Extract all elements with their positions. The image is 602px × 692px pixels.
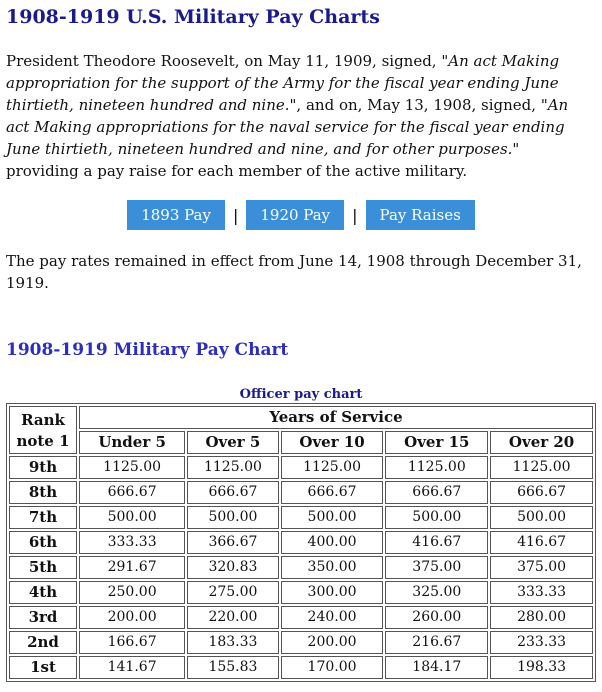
pay-cell: 416.67 xyxy=(385,531,488,554)
rank-cell: 4th xyxy=(9,581,77,604)
rank-cell: 5th xyxy=(9,556,77,579)
pay-cell: 366.67 xyxy=(187,531,278,554)
table-row xyxy=(9,556,593,579)
pay-cell: 260.00 xyxy=(385,606,488,629)
rank-header xyxy=(9,406,77,454)
pay-cell: 275.00 xyxy=(187,581,278,604)
pay-cell: 400.00 xyxy=(281,531,384,554)
pay-cell: 1125.00 xyxy=(79,456,185,479)
col-header-over-10: Over 10 xyxy=(281,431,384,454)
pay-cell: 416.67 xyxy=(490,531,593,554)
pay-cell: 240.00 xyxy=(281,606,384,629)
table-row xyxy=(9,481,593,504)
pay-cell: 350.00 xyxy=(281,556,384,579)
col-header-over-15: Over 15 xyxy=(385,431,488,454)
pay-cell: 170.00 xyxy=(281,656,384,679)
pay-cell: 200.00 xyxy=(79,606,185,629)
rank-note: note 1 xyxy=(16,431,70,450)
button-separator: | xyxy=(232,205,239,225)
pay-cell: 166.67 xyxy=(79,631,185,654)
intro-act-title: An act Making appropriation for the support of the Army for the fiscal year ending June thirtieth, nineteen hundred and nine. xyxy=(6,52,560,114)
officer-pay-table xyxy=(6,403,596,682)
pay-cell: 183.33 xyxy=(187,631,278,654)
pay-cell: 198.33 xyxy=(490,656,593,679)
rank-cell: 8th xyxy=(9,481,77,504)
pay-cell: 666.67 xyxy=(187,481,278,504)
pay-cell: 666.67 xyxy=(281,481,384,504)
table-row xyxy=(9,581,593,604)
pay-cell: 220.00 xyxy=(187,606,278,629)
rank-cell: 1st xyxy=(9,656,77,679)
button-separator: | xyxy=(352,205,358,225)
table-row xyxy=(9,456,593,479)
pay-cell: 500.00 xyxy=(79,506,185,529)
pay-cell: 184.17 xyxy=(385,656,488,679)
pay-cell: 300.00 xyxy=(281,581,384,604)
pay-raises-button[interactable]: Pay Raises xyxy=(366,200,475,230)
pay-cell: 280.00 xyxy=(490,606,593,629)
rank-cell: 6th xyxy=(9,531,77,554)
intro-text: President Theodore Roosevelt, on May 11, 1909, signed, " xyxy=(6,52,449,70)
pay-cell: 666.67 xyxy=(490,481,593,504)
pay-cell: 233.33 xyxy=(490,631,593,654)
table-row xyxy=(9,631,593,654)
intro-paragraph xyxy=(6,50,596,182)
pay-1893-button[interactable]: 1893 Pay xyxy=(127,200,225,230)
rank-cell: 7th xyxy=(9,506,77,529)
intro-text: " providing a pay raise for each member of the active military. xyxy=(6,140,520,180)
rank-cell: 2nd xyxy=(9,631,77,654)
rank-cell: 9th xyxy=(9,456,77,479)
section-title: 1908-1919 Military Pay Chart xyxy=(6,340,289,360)
col-header-over-5: Over 5 xyxy=(187,431,278,454)
page-title: 1908-1919 U.S. Military Pay Charts xyxy=(6,6,380,28)
pay-cell: 200.00 xyxy=(281,631,384,654)
intro-text: ", and on, May 13, 1908, signed, " xyxy=(289,96,548,114)
table-row xyxy=(9,506,593,529)
pay-cell: 141.67 xyxy=(79,656,185,679)
pay-cell: 1125.00 xyxy=(385,456,488,479)
pay-cell: 375.00 xyxy=(385,556,488,579)
table-row xyxy=(9,606,593,629)
table-caption: Officer pay chart xyxy=(239,387,363,402)
pay-cell: 500.00 xyxy=(187,506,278,529)
pay-cell: 500.00 xyxy=(281,506,384,529)
pay-cell: 375.00 xyxy=(490,556,593,579)
pay-1920-button[interactable]: 1920 Pay xyxy=(246,200,344,230)
pay-cell: 666.67 xyxy=(79,481,185,504)
pay-cell: 666.67 xyxy=(385,481,488,504)
rank-header-label: Rank xyxy=(21,410,65,429)
col-header-under-5: Under 5 xyxy=(79,431,185,454)
pay-cell: 155.83 xyxy=(187,656,278,679)
pay-cell: 320.83 xyxy=(187,556,278,579)
pay-cell: 1125.00 xyxy=(490,456,593,479)
years-of-service-header: Years of Service xyxy=(79,406,593,429)
table-row xyxy=(9,531,593,554)
pay-cell: 333.33 xyxy=(79,531,185,554)
pay-cell: 333.33 xyxy=(490,581,593,604)
pay-cell: 1125.00 xyxy=(281,456,384,479)
table-row xyxy=(9,656,593,679)
pay-cell: 500.00 xyxy=(385,506,488,529)
pay-table-body xyxy=(9,456,593,679)
pay-cell: 216.67 xyxy=(385,631,488,654)
nav-button-row xyxy=(6,200,596,230)
intro-act-title: An act Making appropriations for the naval service for the fiscal year ending June thirtieth, nineteen hundred and nine, and for other purposes. xyxy=(6,96,569,158)
pay-cell: 1125.00 xyxy=(187,456,278,479)
pay-cell: 291.67 xyxy=(79,556,185,579)
rank-cell: 3rd xyxy=(9,606,77,629)
pay-cell: 250.00 xyxy=(79,581,185,604)
pay-cell: 325.00 xyxy=(385,581,488,604)
pay-cell: 500.00 xyxy=(490,506,593,529)
rates-paragraph: The pay rates remained in effect from June 14, 1908 through December 31, 1919. xyxy=(6,252,582,292)
col-header-over-20: Over 20 xyxy=(490,431,593,454)
page xyxy=(0,4,602,682)
